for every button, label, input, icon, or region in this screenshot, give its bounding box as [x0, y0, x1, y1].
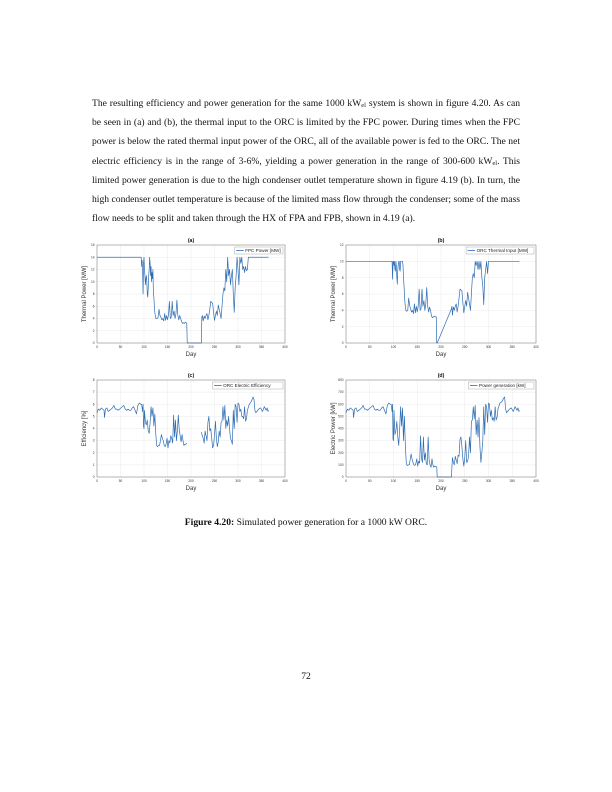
y-tick-label: 16: [90, 243, 95, 248]
y-tick-label: 6: [341, 292, 344, 297]
y-tick-label: 14: [90, 255, 95, 260]
y-tick-label: 10: [90, 279, 95, 284]
y-tick-label: 10: [339, 259, 344, 264]
y-tick-label: 4: [92, 316, 95, 321]
x-tick-label: 100: [141, 479, 147, 483]
x-tick-label: 0: [345, 479, 347, 483]
x-axis-label: Day: [185, 352, 197, 358]
legend-label: Power generation [kW]: [479, 383, 526, 389]
y-tick-label: 4: [92, 426, 95, 431]
x-tick-label: 0: [96, 479, 98, 483]
x-tick-label: 50: [367, 479, 372, 483]
x-tick-label: 200: [188, 479, 194, 483]
chart-title: (b): [437, 238, 445, 244]
y-axis-label: Efficiency [%]: [82, 410, 88, 447]
y-tick-label: 0: [341, 475, 344, 480]
x-tick-label: 150: [414, 345, 420, 349]
y-tick-label: 700: [338, 390, 344, 395]
chart-a-fpc-power: [77, 233, 293, 363]
x-tick-label: 250: [211, 345, 218, 349]
chart-title: (a): [187, 238, 195, 244]
y-tick-label: 12: [90, 267, 95, 272]
x-tick-label: 0: [96, 345, 98, 349]
x-tick-label: 350: [509, 345, 515, 349]
y-tick-label: 0: [341, 341, 344, 346]
y-axis-label: Thermal Power [MW]: [82, 265, 88, 323]
x-tick-label: 200: [188, 345, 194, 349]
chart-b-orc-thermal-input: [326, 233, 544, 363]
legend: [213, 382, 283, 389]
x-tick-label: 50: [367, 345, 372, 349]
chart-svg: [326, 233, 544, 363]
legend-label: ORC Thermal Input [MW]: [476, 248, 529, 254]
y-tick-label: 5: [92, 414, 95, 419]
legend-label: ORC Electric Efficiency: [223, 383, 271, 389]
x-tick-label: 100: [390, 479, 397, 483]
y-tick-label: 300: [338, 438, 344, 443]
x-tick-label: 200: [438, 479, 444, 483]
y-axis-label: Thermal Power [MW]: [331, 265, 337, 323]
chart-d-power-generation: [326, 368, 544, 497]
y-tick-label: 2: [92, 328, 95, 333]
x-tick-label: 300: [235, 345, 241, 349]
x-tick-label: 50: [118, 479, 123, 483]
x-axis-label: Day: [435, 352, 447, 358]
x-tick-label: 300: [485, 479, 492, 483]
paragraph-text: system is shown in figure 4.20. As can be seen in (a) and (b), the thermal input to the ORC is limited by the FPC power. During times when the FPC power is below the rated thermal input power of the ORC, all of the available power is fed to the ORC. The net electric efficiency is in the range of 3-6%, yielding a power generation in the range of 300-600 kW: [92, 98, 520, 167]
x-tick-label: 250: [211, 479, 218, 483]
y-tick-label: 800: [338, 378, 344, 383]
y-tick-label: 6: [92, 304, 95, 309]
y-tick-label: 400: [338, 426, 344, 431]
x-tick-label: 350: [258, 479, 265, 483]
y-tick-label: 500: [338, 414, 344, 419]
y-tick-label: 1: [92, 462, 95, 467]
x-tick-label: 400: [282, 345, 288, 349]
y-axis-label: Electric Power [kW]: [331, 402, 337, 455]
figure-caption: [0, 517, 612, 528]
subscript: el: [361, 102, 366, 109]
y-tick-label: 2: [92, 450, 95, 455]
x-tick-label: 100: [390, 345, 397, 349]
x-tick-label: 300: [485, 345, 492, 349]
x-tick-label: 100: [141, 345, 147, 349]
y-tick-label: 600: [338, 402, 344, 407]
y-tick-label: 2: [341, 324, 344, 329]
x-tick-label: 250: [462, 479, 468, 483]
x-axis-label: Day: [185, 486, 197, 492]
y-tick-label: 6: [92, 402, 95, 407]
x-tick-label: 150: [414, 479, 420, 483]
y-tick-label: 3: [92, 438, 95, 443]
y-tick-label: 4: [341, 308, 344, 313]
y-tick-label: 100: [338, 462, 344, 467]
figure-caption-label: Figure 4.20:: [184, 517, 235, 528]
x-tick-label: 250: [462, 345, 468, 349]
chart-svg: [77, 368, 293, 497]
legend: [235, 247, 283, 254]
y-tick-label: 0: [92, 475, 95, 480]
chart-svg: [77, 233, 293, 363]
y-tick-label: 0: [92, 341, 95, 346]
chart-svg: [326, 368, 544, 497]
x-tick-label: 300: [235, 479, 241, 483]
y-tick-label: 12: [339, 243, 344, 248]
paragraph-text: The resulting efficiency and power generation for the same 1000 kW: [92, 98, 362, 109]
chart-c-orc-electric-efficiency: [77, 368, 293, 497]
x-tick-label: 200: [438, 345, 444, 349]
y-tick-label: 200: [338, 450, 344, 455]
x-tick-label: 400: [533, 345, 539, 349]
x-tick-label: 150: [164, 479, 171, 483]
chart-title: (c): [187, 373, 195, 379]
x-tick-label: 150: [164, 345, 171, 349]
x-tick-label: 350: [258, 345, 265, 349]
x-tick-label: 0: [345, 345, 347, 349]
x-tick-label: 50: [118, 345, 123, 349]
paragraph-text: . This limited power generation is due to the high condenser outlet temperature shown in figure 4.19 (b). In turn, the high condenser outlet temperature is because of the limited mass flow through the condenser; some of the mass flow needs to be split and taken through the HX of FPA and FPB, shown in 4.19 (a).: [92, 155, 520, 225]
subscript: el: [492, 159, 498, 167]
legend: [466, 247, 534, 254]
y-tick-label: 8: [341, 275, 344, 280]
y-tick-label: 7: [92, 390, 95, 395]
x-axis-label: Day: [435, 486, 447, 492]
y-tick-label: 8: [92, 292, 95, 297]
chart-title: (d): [437, 373, 445, 379]
x-tick-label: 400: [533, 479, 539, 483]
figure-caption-text: Simulated power generation for a 1000 kW ORC.: [234, 517, 428, 528]
legend-label: FPC Power [MW]: [245, 248, 281, 254]
x-tick-label: 400: [282, 479, 288, 483]
x-tick-label: 350: [509, 479, 515, 483]
legend: [469, 382, 534, 389]
page-number: 72: [301, 671, 311, 682]
y-tick-label: 8: [92, 378, 95, 383]
